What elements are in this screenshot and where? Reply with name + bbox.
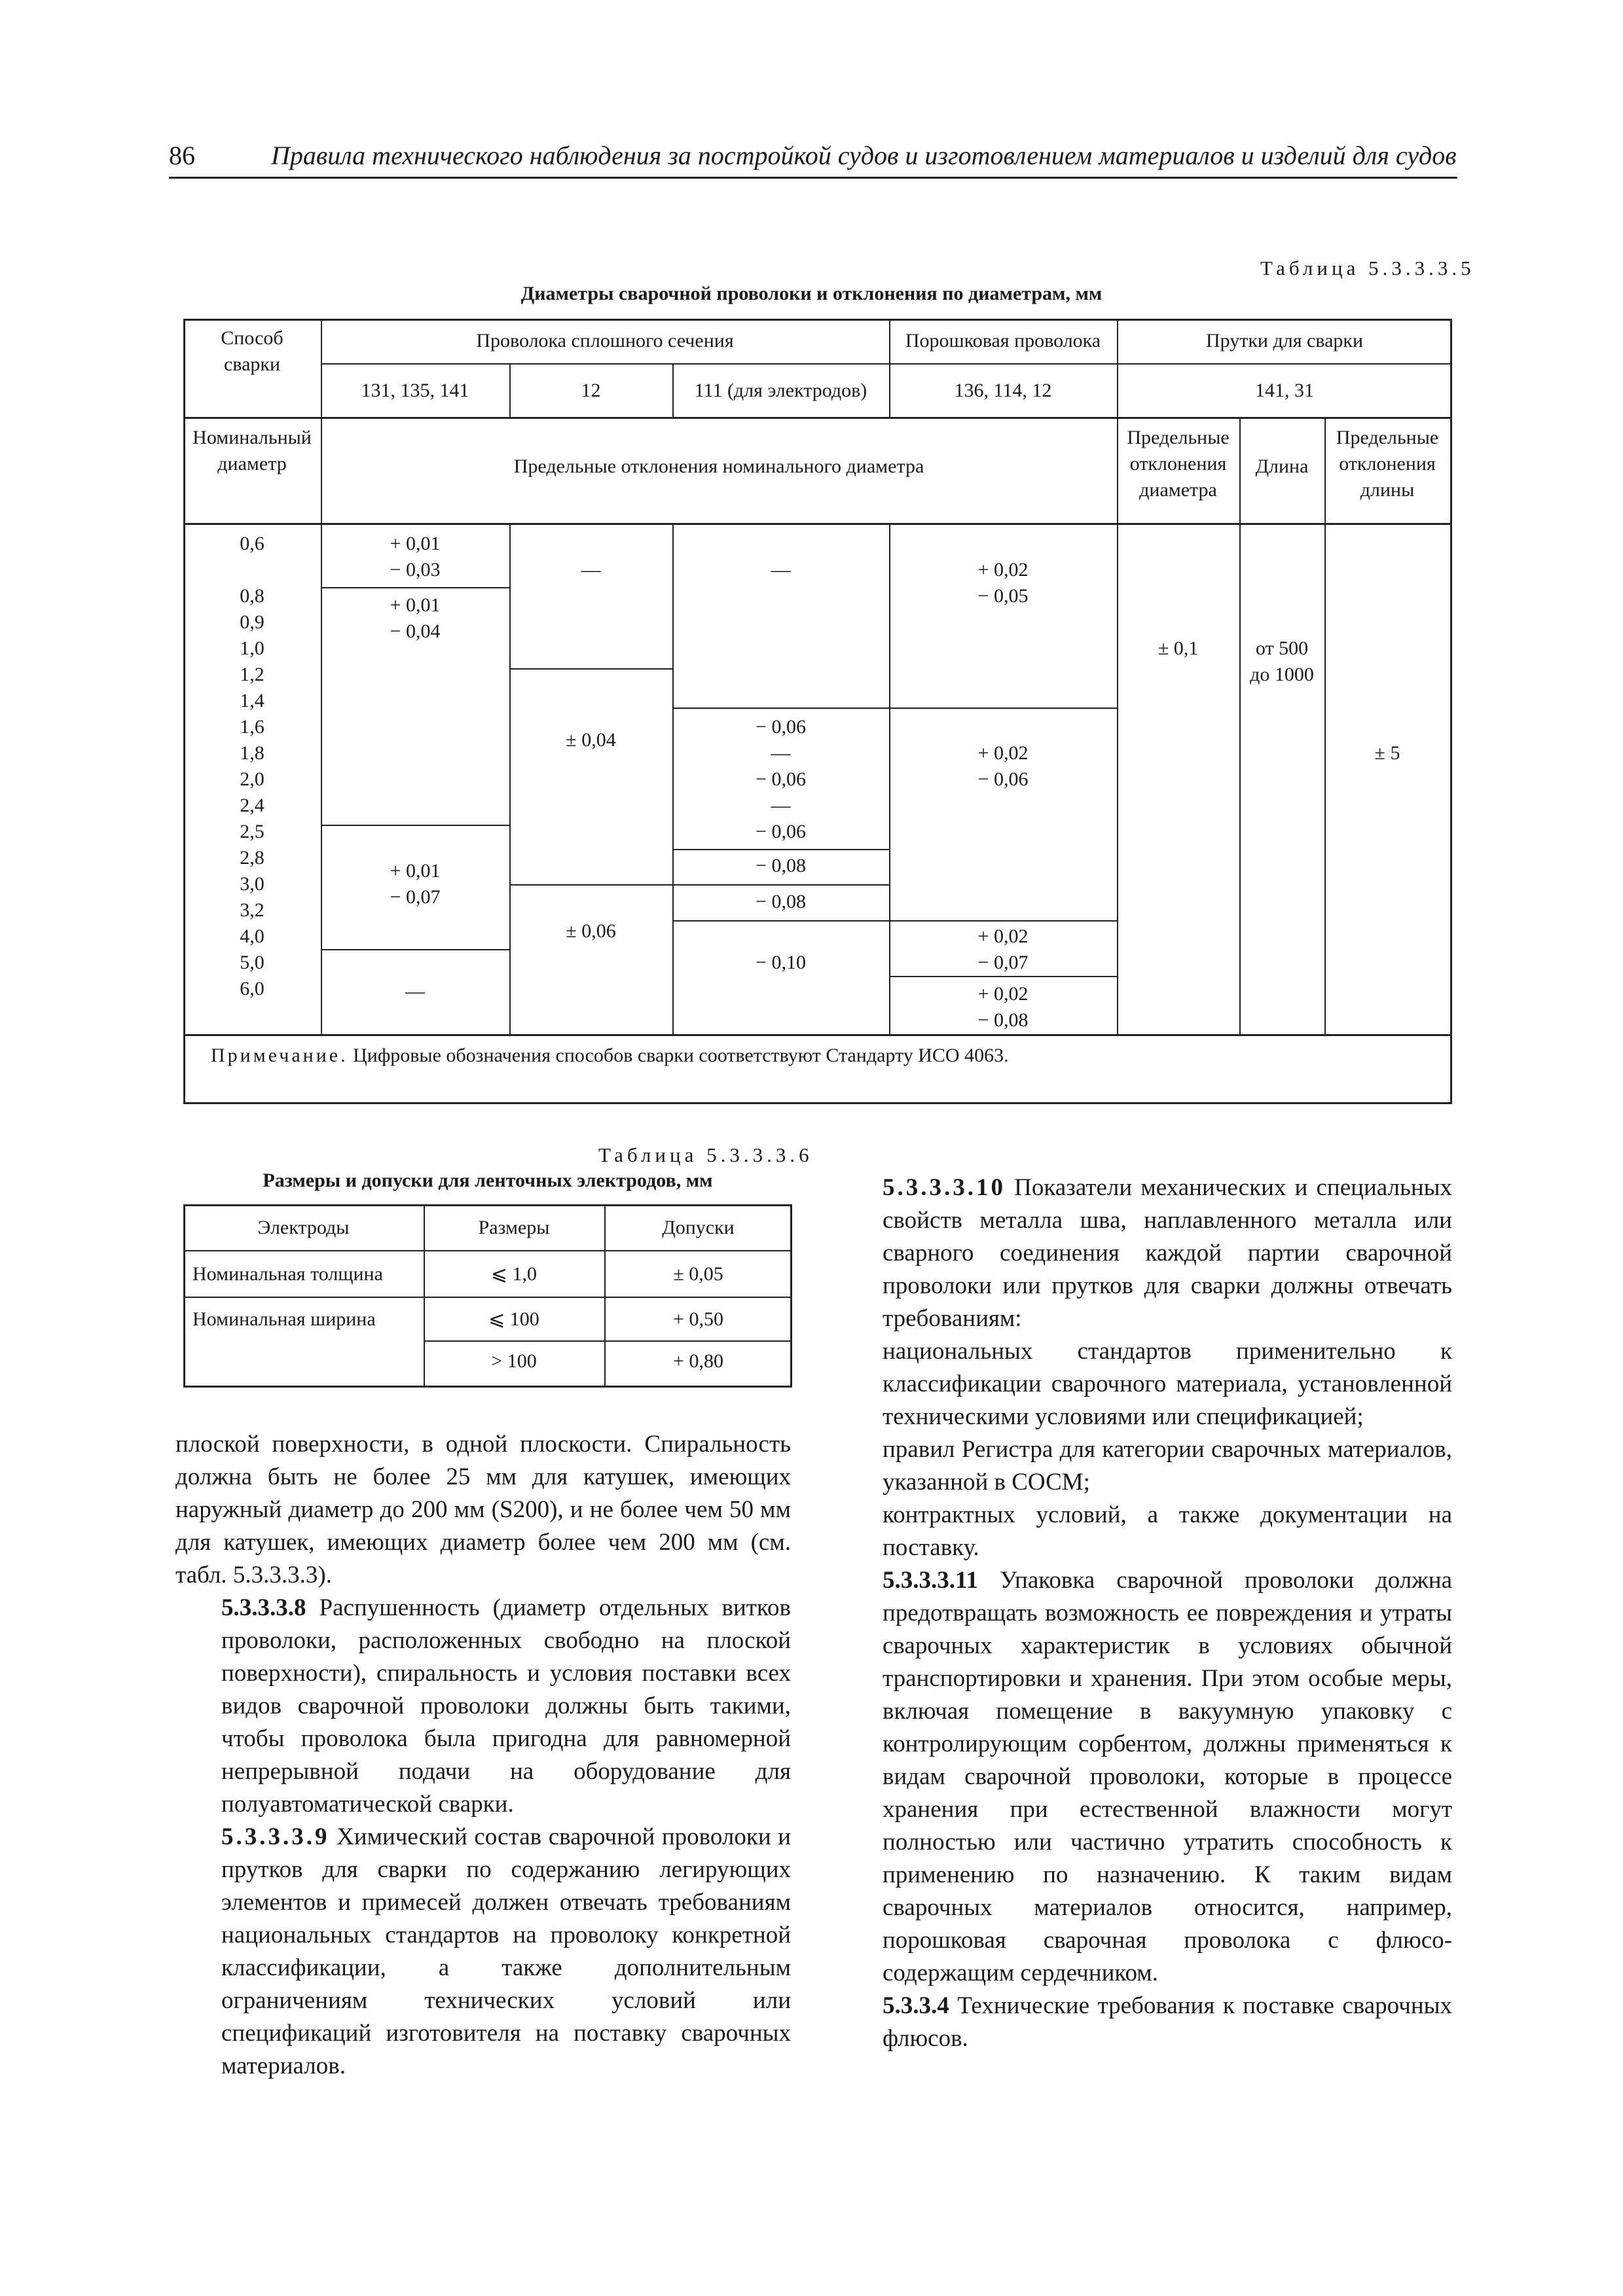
diameter-2-8: 2,8: [240, 847, 264, 869]
diameter-0-9: 0,9: [240, 611, 264, 633]
rod-length-to: до 1000: [1250, 664, 1314, 685]
paragraph-contract-conditions: контрактных условий, а также документации на поставку.: [883, 1501, 1452, 1561]
s1-cell-a-minus: − 0,03: [390, 559, 441, 581]
table2-title: Размеры и допуски для ленточных электродов, мм: [263, 1170, 713, 1191]
paragraph-national-standards: национальных стандартов применительно к классификации сварочного материала, установленной техническими условиями или спецификацией;: [883, 1338, 1452, 1430]
code-rods: 141, 31: [1255, 380, 1314, 401]
t2-row1-size: ⩽ 1,0: [490, 1263, 538, 1285]
diameter-1-2: 1,2: [240, 664, 264, 685]
para-number: 5.3.3.4: [883, 1992, 949, 2019]
table1-note-label: Примечание.: [211, 1045, 348, 1066]
diameter-1-6: 1,6: [240, 716, 264, 738]
diameter-0-6: 0,6: [240, 533, 264, 554]
code-solid-3: 111 (для электродов): [694, 380, 867, 401]
s3-cell-b-2: —: [771, 742, 791, 764]
t2-row1-name: Номинальная толщина: [192, 1263, 383, 1285]
s3-cell-a: —: [771, 559, 791, 581]
header-length-deviation: Предельные отклонения длины: [1336, 427, 1439, 501]
flux-cell-a-minus: − 0,05: [977, 585, 1029, 607]
s2-cell-b: ± 0,04: [566, 729, 616, 751]
paragraph-5-3-3-3-11: [837, 1564, 1452, 1990]
s3-cell-b-3: − 0,06: [756, 768, 806, 790]
header-length: Длина: [1255, 456, 1309, 477]
para-text: Упаковка сварочной проволоки должна предотвращать возможность ее повреждения и утраты сварочных характеристик в условиях обычной транспортировки и хранения. При этом особые меры, включая помещение в вакуумную упаковку с контролирующим сорбентом, должны применяться к видам сварочной проволоки, которые в процессе хранения при естественной влажности могут полностью или частично утратить способность к применению по назначению. К таким видам сварочных материалов относится, например, порошковая сварочная проволока с флюсо-содержащим сердечником.: [883, 1567, 1452, 1986]
flux-cell-d-plus: + 0,02: [977, 983, 1029, 1005]
s3-cell-b-5: − 0,06: [756, 821, 806, 842]
header-flux-wire: Порошковая проволока: [905, 330, 1101, 351]
code-flux: 136, 114, 12: [954, 380, 1052, 401]
code-solid-1: 131, 135, 141: [361, 380, 469, 401]
diameter-2-4: 2,4: [240, 795, 264, 816]
diameter-0-8: 0,8: [240, 585, 264, 607]
paragraph-5-3-3-3-9: [175, 1821, 791, 2083]
para-number: 5.3.3.3.9: [221, 1823, 330, 1850]
header-rod-diameter-deviation: Предельные отклонения диаметра: [1127, 427, 1230, 501]
flux-cell-d-minus: − 0,08: [977, 1009, 1029, 1031]
rod-length-from: от 500: [1255, 637, 1309, 659]
header-nominal-diameter: Номинальный диаметр: [192, 427, 312, 475]
diameter-1-0: 1,0: [240, 637, 264, 659]
s1-cell-c-plus: + 0,01: [390, 860, 441, 882]
flux-cell-a-plus: + 0,02: [977, 559, 1029, 581]
t2-row2-name: Номинальная ширина: [192, 1308, 376, 1330]
header-solid-wire: Проволока сплошного сечения: [476, 330, 734, 351]
para-number: 5.3.3.3.11: [883, 1567, 978, 1594]
s1-cell-b-minus: − 0,04: [390, 620, 441, 642]
diameter-3-0: 3,0: [240, 873, 264, 895]
rod-length-deviation: ± 5: [1374, 742, 1400, 764]
s1-cell-c-minus: − 0,07: [390, 886, 441, 908]
diameter-1-8: 1,8: [240, 742, 264, 764]
running-title: Правила технического наблюдения за постройкой судов и изготовлением материалов и изделий для судов: [271, 141, 1457, 170]
s3-cell-e: − 0,10: [756, 952, 806, 973]
diameter-6-0: 6,0: [240, 978, 264, 999]
code-solid-2: 12: [581, 380, 601, 401]
para-text: Химический состав сварочной проволоки и прутков для сварки по содержанию легирующих элементов и примесей должен отвечать требованиям национальных стандартов на проволоку конкретной классификации, а также дополнительным ограничениям технических условий или спецификаций изготовителя на поставку сварочных материалов.: [221, 1823, 791, 2079]
page-number: 86: [169, 141, 195, 170]
header-rule: [169, 177, 1457, 179]
paragraph-register-rules: правил Регистра для категории сварочных материалов, указанной в СОСМ;: [883, 1436, 1452, 1496]
flux-cell-c-minus: − 0,07: [977, 952, 1029, 973]
header-method: Способ сварки: [221, 327, 283, 375]
para-text: Технические требования к поставке сварочных флюсов.: [883, 1992, 1452, 2052]
table2-label: Таблица 5.3.3.3.6: [598, 1143, 813, 1166]
s3-cell-b-4: —: [771, 795, 791, 816]
table1: [183, 319, 1452, 1104]
para-text: Распушенность (диаметр отдельных витков проволоки, расположенных свободно на плоской поверхности), спиральность и условия поставки всех видов сварочной проволоки должны быть такими, чтобы проволока была пригодна для равномерной непрерывной подачи на оборудование для полуавтоматической сварки.: [221, 1594, 791, 1818]
t2-row2-tolerance: + 0,50: [673, 1308, 723, 1330]
table1-note: [211, 1043, 1009, 1069]
s3-cell-c: − 0,08: [756, 855, 806, 876]
para-text: Показатели механических и специальных свойств металла шва, наплавленного металла или сварного соединения каждой партии сварочной проволоки или прутков для сварки должны отвечать требованиям:: [883, 1174, 1452, 1332]
t2-header-electrodes: Электроды: [257, 1217, 350, 1238]
flux-cell-b-plus: + 0,02: [977, 742, 1029, 764]
left-paragraph-continuation: плоской поверхности, в одной плоскости. Спиральность должна быть не более 25 мм для катушек, имеющих наружный диаметр до 200 мм (S200), и не более чем 50 мм для катушек, имеющих диаметр более чем 200 мм (см. табл. 5.3.3.3.3).: [175, 1431, 791, 1588]
diameter-2-0: 2,0: [240, 768, 264, 790]
table1-title: Диаметры сварочной проволоки и отклонения по диаметрам, мм: [520, 283, 1103, 304]
s3-cell-b-1: − 0,06: [756, 716, 806, 738]
paragraph-5-3-3-3-10: [837, 1172, 1452, 1335]
t2-row2-size: ⩽ 100: [488, 1308, 539, 1330]
diameter-5-0: 5,0: [240, 952, 264, 973]
para-number: 5.3.3.3.10: [883, 1174, 1006, 1201]
diameter-4-0: 4,0: [240, 925, 264, 947]
t2-row3-tolerance: + 0,80: [673, 1350, 723, 1372]
header-rods: Прутки для сварки: [1205, 330, 1364, 351]
paragraph-5-3-3-4: [837, 1990, 1452, 2055]
s2-cell-a: —: [581, 559, 601, 581]
diameter-1-4: 1,4: [240, 690, 264, 711]
t2-header-sizes: Размеры: [478, 1217, 550, 1238]
para-number: 5.3.3.3.8: [221, 1594, 306, 1621]
left-column: [175, 1428, 791, 2083]
table1-label: Таблица 5.3.3.3.5: [1260, 257, 1475, 279]
diameter-3-2: 3,2: [240, 899, 264, 921]
s1-cell-b-plus: + 0,01: [390, 594, 441, 616]
flux-cell-c-plus: + 0,02: [977, 925, 1029, 947]
t2-header-tolerances: Допуски: [662, 1217, 735, 1238]
t2-row1-tolerance: ± 0,05: [673, 1263, 723, 1285]
rod-diameter-deviation: ± 0,1: [1158, 637, 1199, 659]
right-column: [837, 1172, 1452, 2055]
header-deviations: Предельные отклонения номинального диаметра: [513, 456, 924, 477]
table1-note-text: Цифровые обозначения способов сварки соответствуют Стандарту ИСО 4063.: [348, 1045, 1009, 1066]
table2: [183, 1204, 792, 1388]
t2-row3-size: > 100: [491, 1350, 537, 1372]
flux-cell-b-minus: − 0,06: [977, 768, 1029, 790]
s1-cell-d: —: [405, 980, 425, 1002]
s3-cell-d: − 0,08: [756, 891, 806, 912]
diameter-2-5: 2,5: [240, 821, 264, 842]
paragraph-5-3-3-3-8: [175, 1592, 791, 1821]
s1-cell-a-plus: + 0,01: [390, 533, 441, 554]
s2-cell-c: ± 0,06: [566, 920, 616, 942]
